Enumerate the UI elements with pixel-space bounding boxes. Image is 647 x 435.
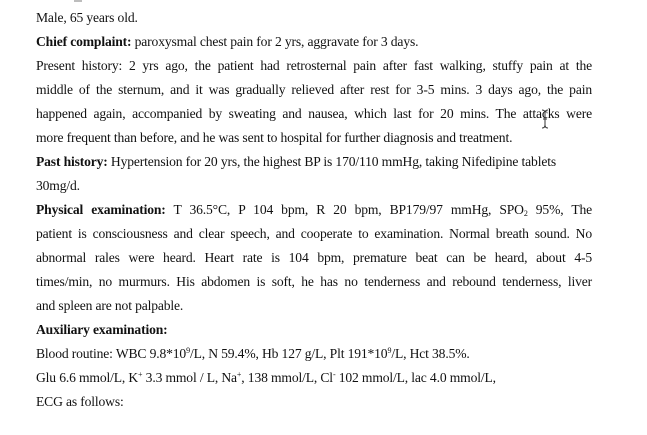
blood-middle: /L, N 59.4%, Hb 127 g/L, Plt 191*10 — [189, 346, 388, 361]
blood-routine-line — [36, 345, 470, 363]
auxiliary-label: Auxiliary examination: — [36, 322, 168, 337]
physical-exam-line-3: abnormal rales were heard. Heart rate is 104 bpm, premature beat can be heard, about 4-5 — [36, 250, 592, 265]
chief-complaint-text: paroxysmal chest pain for 2 yrs, aggravate for 3 days. — [131, 34, 419, 49]
physical-exam-line-5: and spleen are not palpable. — [36, 298, 184, 313]
ecg-line: ECG as follows: — [36, 394, 124, 409]
present-history-line-3: happened again, accompanied by sweating and nausea, which last for 20 mins. The attacks were — [36, 106, 592, 121]
k-charge: + — [138, 370, 143, 379]
k-na: 3.3 mmol / L, Na — [142, 370, 237, 385]
physical-exam-spo2-value: 95%, The — [527, 202, 592, 217]
blood-wbc-exponent: 9 — [186, 346, 190, 355]
glu-k: Glu 6.6 mmol/L, K — [36, 370, 139, 385]
physical-exam-line-2: patient is consciousness and clear speech, and cooperate to examination. Normal breath sound. No — [36, 226, 592, 241]
physical-exam-label: Physical examination: — [36, 202, 166, 217]
present-history-line-1: Present history: 2 yrs ago, the patient had retrosternal pain after fast walking, stuffy pain at the — [36, 58, 592, 73]
spo2-subscript: 2 — [523, 209, 528, 218]
past-history-label: Past history: — [36, 154, 108, 169]
past-history-text: Hypertension for 20 yrs, the highest BP is 170/110 mmHg, taking Nifedipine tablets — [107, 154, 556, 169]
present-history-line-2: middle of the sternum, and it was gradually relieved after rest for 3-5 mins. 3 days ago, the pain — [36, 82, 592, 97]
scroll-remnant-mark — [74, 0, 82, 2]
cl-lac: 102 mmol/L, lac 4.0 mmol/L, — [335, 370, 496, 385]
physical-exam-line-1 — [36, 201, 592, 219]
patient-intro: Male, 65 years old. — [36, 10, 138, 25]
blood-plt-exponent: 9 — [387, 346, 392, 355]
past-history-dose: 30mg/d. — [36, 178, 80, 193]
text-cursor-icon — [541, 109, 549, 129]
cl-charge: - — [332, 370, 336, 379]
auxiliary-heading — [36, 321, 168, 339]
na-charge: + — [236, 370, 242, 379]
blood-wbc: Blood routine: WBC 9.8*10 — [36, 346, 187, 361]
physical-exam-line-4: times/min, no murmurs. His abdomen is soft, he has no tenderness and rebound tenderness, liver — [36, 274, 592, 289]
physical-exam-vitals: T 36.5°C, P 104 bpm, R 20 bpm, BP179/97 mmHg, SPO — [165, 202, 524, 217]
electrolytes-line — [36, 369, 496, 387]
chief-complaint-label: Chief complaint: — [36, 34, 132, 49]
present-history-line-4: more frequent than before, and he was sent to hospital for further diagnosis and treatment. — [36, 130, 513, 145]
blood-end: /L, Hct 38.5%. — [391, 346, 470, 361]
chief-complaint — [36, 33, 418, 51]
past-history — [36, 153, 556, 171]
na-cl: , 138 mmol/L, Cl — [241, 370, 333, 385]
